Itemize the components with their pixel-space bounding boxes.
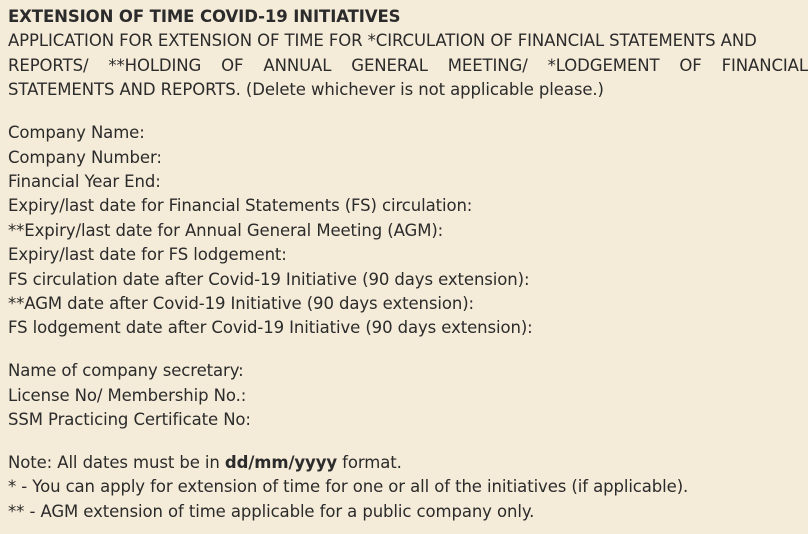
field-fs-circulation-expiry: Expiry/last date for Financial Statements (FS) circulation: <box>8 196 473 216</box>
heading-word: MEETING/ <box>447 55 528 75</box>
notes-section <box>8 451 763 524</box>
field-company-name: Company Name: <box>8 123 145 143</box>
heading-word: OF <box>679 55 702 75</box>
company-fields <box>8 121 763 341</box>
field-fs-lodgement-expiry: Expiry/last date for FS lodgement: <box>8 245 287 265</box>
field-fs-circulation-extended: FS circulation date after Covid-19 Initiative (90 days extension): <box>8 269 530 289</box>
heading-line-2 <box>8 54 808 78</box>
date-format-note <box>8 451 763 475</box>
field-ssm-certificate: SSM Practicing Certificate No: <box>8 410 251 430</box>
heading-word: **HOLDING <box>108 55 202 75</box>
field-agm-extended: **AGM date after Covid-19 Initiative (90 days extension): <box>8 293 475 313</box>
note-date-format: dd/mm/yyyy <box>224 453 338 472</box>
field-secretary-name: Name of company secretary: <box>8 361 244 381</box>
field-financial-year-end: Financial Year End: <box>8 171 161 191</box>
field-company-number: Company Number: <box>8 147 162 167</box>
heading-line-1: APPLICATION FOR EXTENSION OF TIME FOR *CIRCULATION OF FINANCIAL STATEMENTS AND <box>8 31 757 51</box>
heading-word: REPORTS/ <box>8 55 89 75</box>
double-star-note: ** - AGM extension of time applicable for a public company only. <box>8 501 535 521</box>
note-prefix: Note: All dates must be in <box>8 453 225 472</box>
heading-word: GENERAL <box>351 55 428 75</box>
field-agm-expiry: **Expiry/last date for Annual General Meeting (AGM): <box>8 220 444 240</box>
note-suffix: format. <box>337 453 402 472</box>
single-star-note: * - You can apply for extension of time for one or all of the initiatives (if applicable). <box>8 477 689 497</box>
application-heading <box>8 29 808 102</box>
field-fs-lodgement-extended: FS lodgement date after Covid-19 Initiative (90 days extension): <box>8 318 533 338</box>
document-title: EXTENSION OF TIME COVID-19 INITIATIVES <box>8 7 401 26</box>
field-license-number: License No/ Membership No.: <box>8 385 247 405</box>
secretary-fields <box>8 359 763 432</box>
heading-word: ANNUAL <box>263 55 332 75</box>
heading-line-3: STATEMENTS AND REPORTS. (Delete whichever is not applicable please.) <box>8 80 604 100</box>
heading-word: FINANCIAL <box>721 55 808 75</box>
heading-word: *LODGEMENT <box>547 55 660 75</box>
heading-word: OF <box>221 55 244 75</box>
